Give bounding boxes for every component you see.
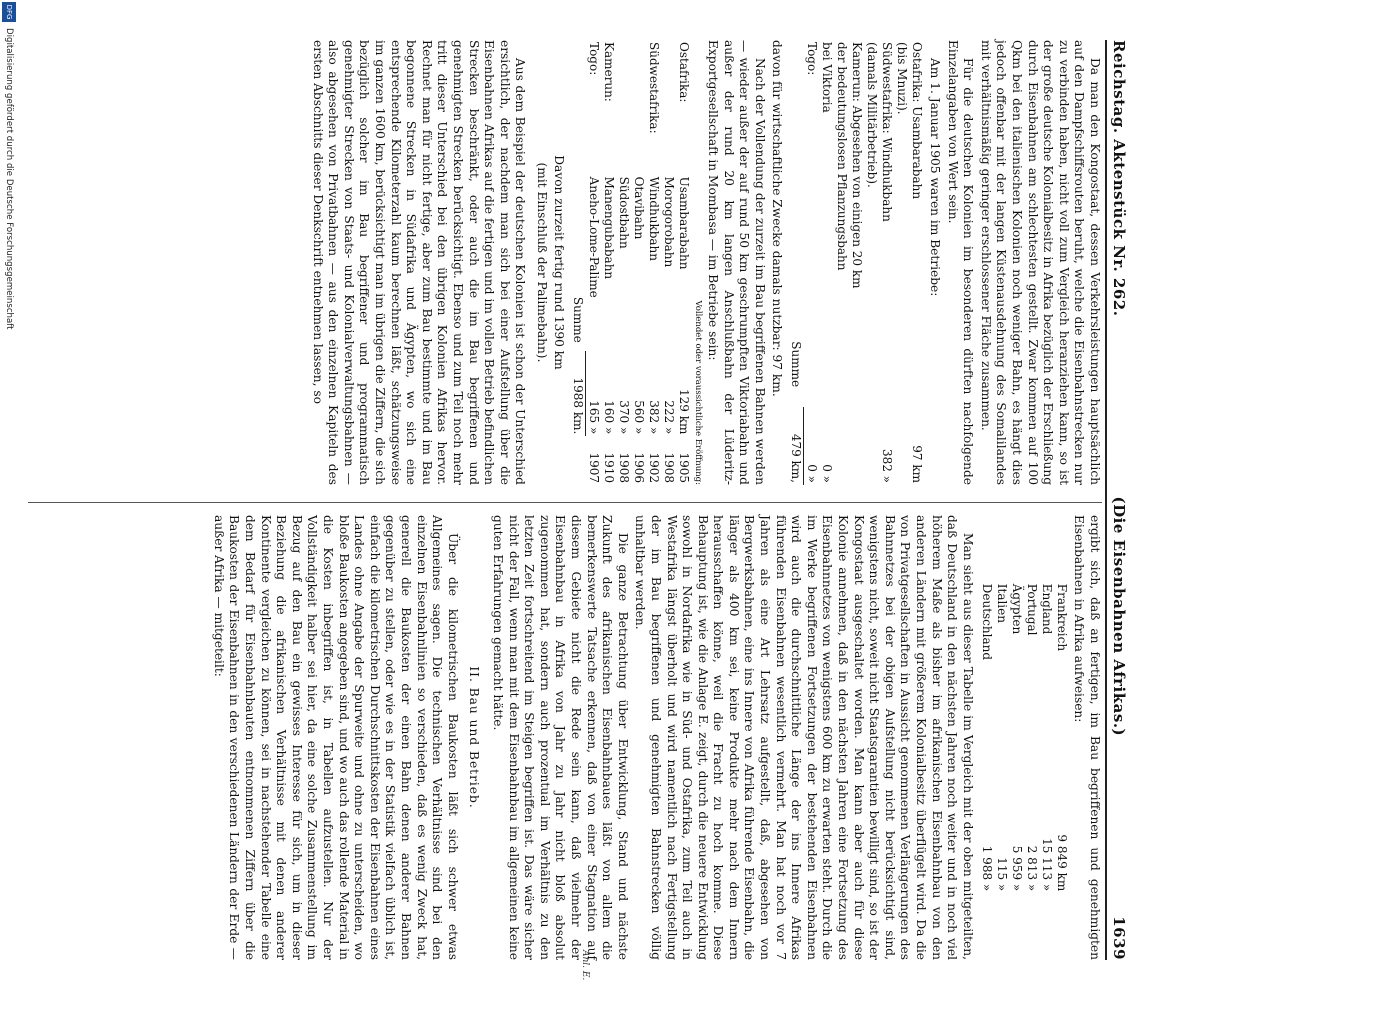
row-year: 1907	[587, 452, 601, 483]
table-row	[1009, 582, 1024, 894]
row-year: 1906	[632, 452, 647, 483]
row-name: Usambarabahn	[677, 176, 692, 270]
table-row	[1054, 582, 1069, 894]
row-country: Portugal	[1024, 583, 1039, 636]
right-column	[20, 515, 1102, 960]
table-row	[879, 40, 894, 485]
row-label: bei Viktoria	[820, 42, 835, 113]
row-name: Windhukbahn	[647, 176, 662, 262]
row-label: (bis Mnuzi).	[895, 42, 910, 115]
table-row	[1039, 582, 1054, 894]
countries-table	[979, 582, 1069, 894]
row-year: 1908	[662, 452, 677, 483]
row-country: Italien	[994, 583, 1009, 623]
row-country: England	[1039, 583, 1054, 635]
paragraph: (mit Einschluß der Palimebahn).	[534, 162, 549, 363]
table-row	[677, 40, 692, 485]
table-row	[602, 40, 617, 485]
row-region: Ostafrika:	[677, 42, 692, 103]
row-value	[834, 407, 849, 485]
table-sum-row	[571, 40, 587, 485]
sum-label: Summe	[571, 296, 586, 343]
table-row	[909, 40, 924, 485]
row-country: Ägypten	[1009, 583, 1024, 635]
paragraph: Über die kilometrischen Baukosten läßt sich schwer etwas Allgemeines sagen. Die technischen Verhältnisse sind bei den einzelnen Eisenbahnlinien so verschieden, daß es wenig Zweck hat, generell die Baukosten der einen Bahn denen anderer Bahnen gegenüber zu stellen, oder wie es in der Statistik vielfach üblich ist, einfach die kilometrischen Durchschnittskosten der Eisenbahnen eines Landes ohne Angabe der Spurweite und ohne zu unterscheiden, wo bloße Baukosten angegeben sind, und wo auch das rollende Material in die Kosten inbegriffen ist, in Tabellen aufzustellen. Nur der Vollständigkeit halber sei hier, da eine solche Zusammenstellung im Bezug auf den Bau ein gewisses Interesse für sich, um in dieser Beziehung die afrikanischen Verhältnisse mit denen anderer Kontinente vergleichen zu können, sei in nachstehender Tabelle eine dem Bedarf für Eisenbahnbauten entnommenen Ziffern über die Baukosten der Eisenbahnen in den verschiedenen Ländern der Erde — außer Afrika — mitgeteilt:	[211, 515, 460, 960]
table-row	[586, 40, 602, 485]
table-row	[979, 582, 994, 894]
row-region	[617, 40, 632, 175]
paragraph: Am 1. Januar 1905 waren im Betriebe:	[928, 58, 943, 297]
row-value	[849, 407, 864, 485]
table-row	[647, 40, 662, 485]
railways-planned-table	[571, 40, 692, 485]
row-year: 1905	[677, 452, 692, 483]
table-row	[994, 582, 1009, 894]
table-row	[617, 40, 632, 485]
paragraph: Für die deutschen Kolonien im besonderen dürften nachfolgende Einzelangaben von Wert sein.	[945, 40, 976, 485]
row-km: 560 »	[632, 400, 647, 435]
row-km: 370 »	[617, 400, 632, 435]
sum-label: Summe	[789, 341, 804, 388]
table-column-header: Vollendet oder voraussichtliche Eröffnung:	[693, 300, 704, 485]
row-region	[632, 40, 647, 175]
railways-1905-table	[788, 40, 924, 485]
digitization-footer	[4, 0, 14, 1028]
table-row	[819, 40, 834, 485]
row-value: 5 959 »	[1009, 845, 1024, 892]
paragraph: ergibt sich, daß an fertigen, im Bau begriffenen und genehmigten Eisenbahnen in Afrika aufweisen:	[1072, 515, 1102, 960]
row-km: 160 »	[602, 400, 617, 435]
row-value: 97 km	[910, 445, 925, 483]
paragraph: Da man den Kongostaat, dessen Verkehrsleistungen hauptsächlich auf den Dampfschiffsrouten beruht, welche die Eisenbahnstrecken nur zu verbinden haben, nicht voll zum Vergleich heranziehen kann, so ist der große deutsche Kolonialbesitz in Afrika bezüglich der Erschließung durch Eisenbahnen am schlechtesten gestellt. Zwar kommen auf 100 Qkm bei den italienischen Kolonien noch weniger Bahn, es hängt dies jedoch offenbar mit der langen Küstenausdehnung des Somalilandes mit verhältnismäßig geringer erschlossener Fläche zusammen.	[978, 40, 1102, 485]
row-name: Aneho-Lome-Palime	[587, 176, 601, 298]
table-row	[864, 40, 879, 485]
row-label: Ostafrika: Usambarabahn	[910, 42, 925, 200]
paragraph: davon für wirtschaftliche Zwecke damals nutzbar: 97 km.	[770, 40, 785, 397]
table-sum-row	[788, 40, 804, 485]
row-label: (damals Militärbetrieb).	[865, 42, 880, 188]
paragraph: Nach der Vollendung der zurzeit im Bau begriffenen Bahnen werden — wieder außer der auf rund 50 km geschrumpften Viktoriabahn und außer der rund 20 km langen Anschlußbahn der Lüderitz-Exportgesellschaft in Mombasa — im Betriebe sein:	[706, 40, 767, 485]
footer-text: Digitalisierung gefördert durch die Deutsche Forschungsgemeinschaft	[4, 28, 14, 330]
row-year: 1902	[647, 452, 662, 483]
header-title: Reichstag. Aktenstück Nr. 262.	[1110, 40, 1128, 317]
table-row	[894, 40, 909, 485]
row-value: 0 »	[805, 464, 820, 483]
row-label: Togo:	[804, 42, 819, 76]
table-row	[662, 40, 677, 485]
row-year: 1908	[617, 452, 632, 483]
row-name: Otavibahn	[632, 176, 647, 240]
row-label: der bedeutungslosen Pflanzungsbahn	[835, 42, 850, 271]
row-value: 2 813 »	[1024, 845, 1039, 892]
paragraph: Die ganze Betrachtung über Entwicklung, Stand und nächste Zukunft des afrikanischen Eisenbahnbaues läßt von allem die bemerkenswerte Tatsache erkennen, daß von einer Stagnation auf diesem Gebiete nicht die Rede sein kann, daß vielmehr der Eisenbahnbau in Afrika von Jahr zu Jahr nicht bloß absolut zugenommen hat, sondern auch prozentual im Verhältnis zu den letzten Zeit fortschreitend im Steigen begriffen ist. Das wäre sicher nicht der Fall, wenn man mit dem Eisenbahnbau im allgemeinen keine guten Erfahrungen gemacht hätte.	[491, 515, 630, 960]
row-value: 115 »	[994, 857, 1009, 892]
left-column	[20, 40, 1102, 485]
row-country: Deutschland	[979, 583, 994, 661]
row-km: 382 »	[647, 400, 662, 435]
row-km: 129 km	[677, 388, 692, 435]
paragraph: Man sieht aus dieser Tabelle im Vergleich mit der oben mitgeteilten, daß Deutschland in den nächsten Jahren noch weiter und in noch viel höherem Maße als bisher im afrikanischen Eisenbahnbau von den anderen Ländern mit größerem Kolonialbesitz überflügelt wird. Da die von Privatgesellschaften in Aussicht genommenen Verlängerungen des Bahnnetzes bei der obigen Aufstellung nicht berücksichtigt sind, wenigstens nicht, soweit nicht Staatsgarantien bewilligt sind, so ist der Kongostaat ausgeschaltet worden. Man kann aber auch für diese Kolonie annehmen, daß in den nächsten Jahren eine Fortsetzung des Eisenbahnnetzes von wenigstens 600 km zu erwarten steht. Durch die im Werke begriffenen Fortsetzungen der bestehenden Eisenbahnen wird auch die durchschnittliche Länge der ins Innere Afrikas führenden Eisenbahnen wesentlich vermehrt. Man hat noch vor 7 Jahren als eine Art Lehrsatz aufgestellt, daß, abgesehen von Bergwerksbahnen, eine ins Innere von Afrika führende Eisenbahn, die länger als 400 km sei, keine Produkte mehr nach dem Innern herausschaffen könne, weil die Fracht zu hoch komme. Diese Behauptung ist, wie die Anlage E. zeigt, durch die neuere Entwicklung sowohl in Nordafrika wie in Süd- und Ostafrika, zum Teil auch in Westafrika längst überholt und wird namentlich nach Fertigstellung der im Bau begriffenen und genehmigten Bahnstrecken völlig unhaltbar werden.	[633, 515, 975, 960]
row-region	[662, 40, 677, 175]
table-row	[834, 40, 849, 485]
row-value: 382 »	[880, 448, 895, 483]
paragraph: Davon zurzeit fertig rund 1390 km	[552, 155, 567, 370]
row-name: Südostbahn	[617, 176, 632, 249]
row-region: Kamerun:	[602, 42, 617, 102]
row-name: Morogorobahn	[662, 176, 677, 268]
row-label: Kamerun: Abgesehen von einigen 20 km	[850, 42, 865, 289]
dfg-logo: DFG	[2, 2, 16, 22]
table-row	[1024, 582, 1039, 894]
table-row	[632, 40, 647, 485]
section-heading: II. Bau und Betrieb.	[467, 666, 482, 809]
column-divider	[28, 502, 1102, 503]
row-country: Frankreich	[1054, 583, 1069, 652]
row-value	[864, 407, 879, 485]
row-year: 1910	[602, 452, 617, 483]
sum-value: 1988 km.	[571, 351, 587, 437]
row-value	[894, 407, 909, 485]
row-region: Südwestafrika:	[647, 42, 662, 134]
margin-annotation: Anl. E.	[580, 950, 590, 981]
row-value: 1 988 »	[979, 845, 994, 892]
table-row	[804, 40, 820, 485]
sum-value: 479 km,	[788, 407, 804, 485]
table-row	[849, 40, 864, 485]
page-number: 1639	[1110, 916, 1128, 960]
row-km: 222 »	[662, 400, 677, 435]
row-region: Togo:	[587, 42, 601, 76]
row-value: 0 »	[820, 464, 835, 483]
row-value: 9 849 km	[1054, 834, 1069, 892]
row-value: 15 113 »	[1039, 838, 1054, 892]
paragraph: Aus dem Beispiel der deutschen Kolonien ist schon der Unterschied ersichtlich, der nachdem man sich bei einer Aufstellung über die Eisenbahnen Afrikas auf die fertigen und im vollen Betrieb befindlichen Strecken beschränkt, oder auch die im Bau begriffenen und genehmigten Strecken berücksichtigt. Ebenso und zum Teil noch mehr tritt dieser Unterschied bei den übrigen Kolonien Afrikas hervor. Rechnet man für nicht fertige, aber zum Bau bestimmte und im Bau begonnene Strecken in Südafrika und Ägypten, wo sich eine entsprechende Kilometerzahl kaum berechnen läßt, schätzungsweise im ganzen 1600 km, berücksichtigt man im übrigen die Ziffern, die sich bezüglich solcher im Bau begriffener und programmatisch genehmigter Strecken von Staats- und Kolonialverwaltungsbahnen — also abgesehen von Privatbahnen — aus den einzelnen Kapiteln des ersten Abschnitts dieser Denkschrift entnehmen lassen, so	[310, 40, 528, 485]
row-name: Manengubabahn	[602, 176, 617, 280]
header-subtitle: (Die Eisenbahnen Afrikas.)	[1110, 496, 1128, 737]
page-header	[1105, 40, 1146, 960]
row-km: 165 »	[587, 400, 602, 435]
row-label: Südwestafrika: Windhukbahn	[880, 42, 895, 222]
